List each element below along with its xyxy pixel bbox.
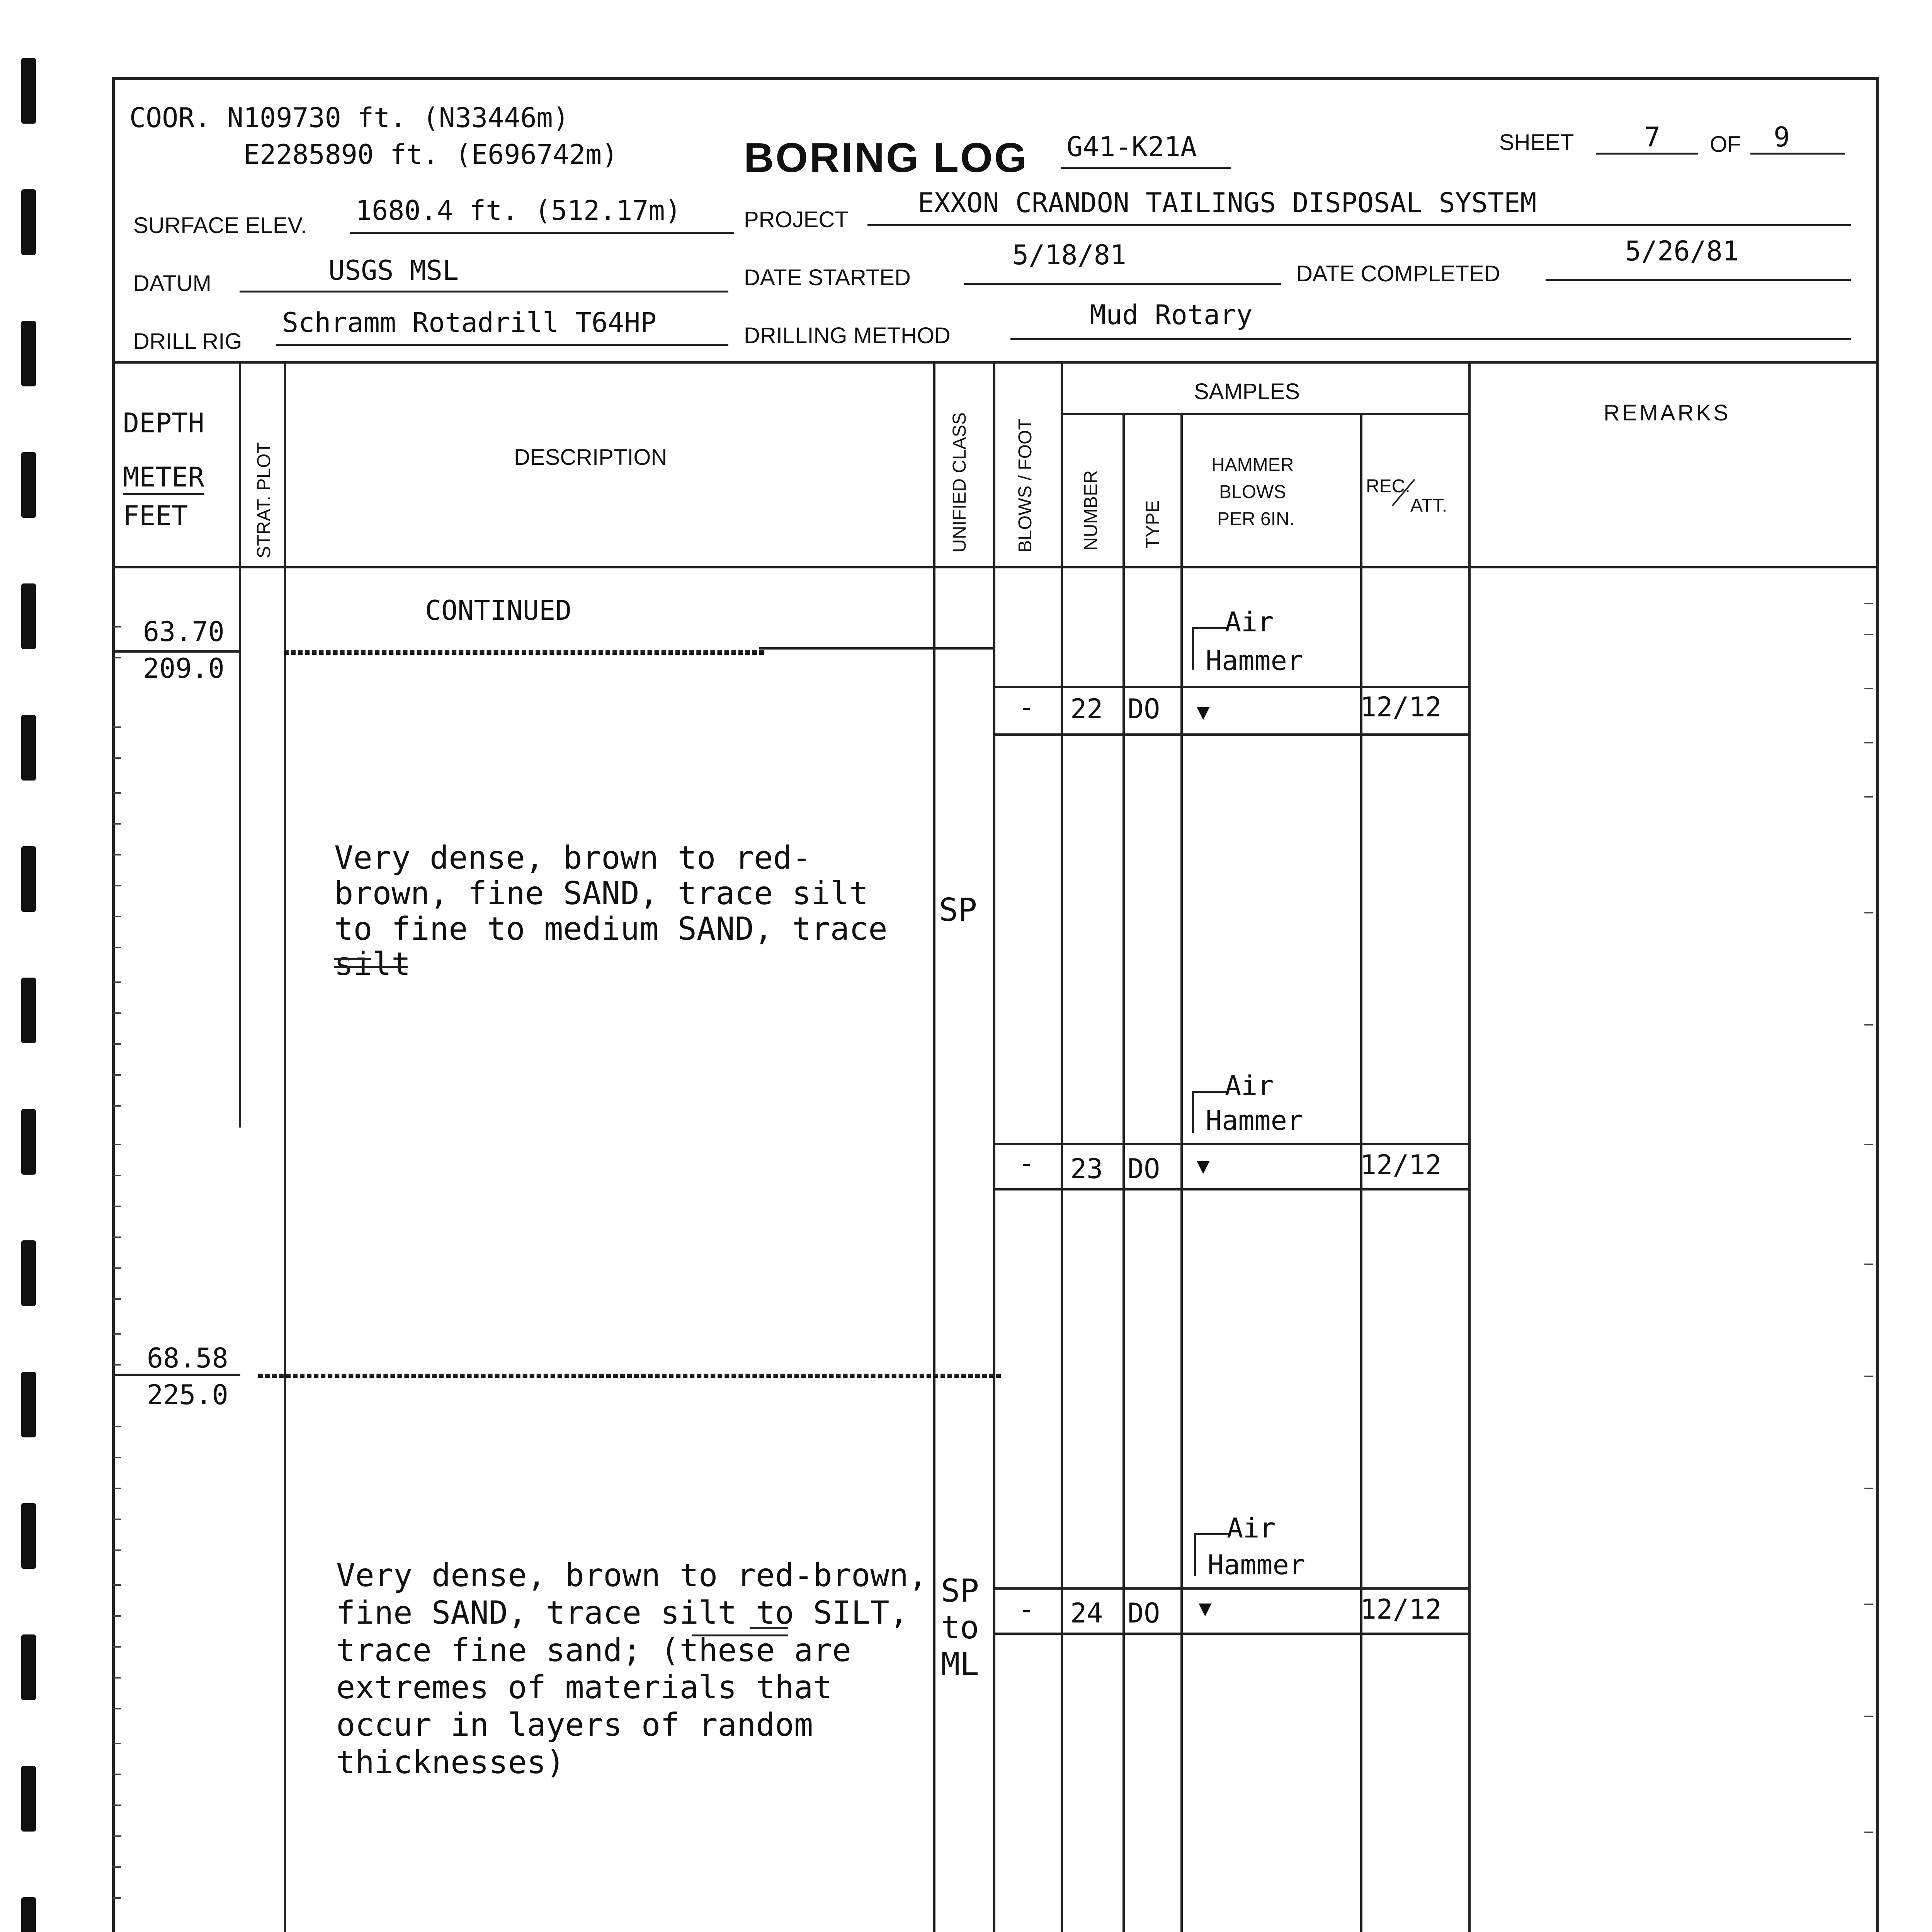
- sample-type: DO: [1128, 693, 1160, 725]
- datum-value: USGS MSL: [328, 255, 459, 286]
- project-label: PROJECT: [744, 207, 849, 232]
- col-type: TYPE: [1143, 500, 1163, 549]
- col-feet: FEET: [123, 500, 188, 532]
- depth-feet: 209.0: [143, 653, 224, 684]
- drill-rig-value: Schramm Rotadrill T64HP: [282, 307, 657, 338]
- surface-elev-label: SURFACE ELEV.: [133, 213, 307, 238]
- drill-rig-label: DRILL RIG: [133, 329, 242, 354]
- continued-top: CONTINUED: [425, 595, 572, 626]
- surface-elev-value: 1680.4 ft. (512.17m): [355, 195, 681, 226]
- sample-rec-att: 12/12: [1360, 691, 1442, 723]
- depth-feet: 225.0: [147, 1379, 228, 1411]
- overline-silt-1: [334, 966, 408, 968]
- underline-to-2: [750, 1627, 788, 1629]
- sample-type: DO: [1128, 1597, 1160, 1629]
- depth-meter: 63.70: [143, 616, 224, 648]
- log-id: G41-K21A: [1066, 131, 1197, 163]
- arrow-down-icon: ▼: [1197, 1153, 1210, 1179]
- col-hammer-3: PER 6IN.: [1217, 509, 1295, 529]
- sample-rec-att: 12/12: [1360, 1594, 1442, 1625]
- sample-rec-att: 12/12: [1360, 1149, 1442, 1181]
- col-hammer-2: BLOWS: [1219, 482, 1286, 502]
- arrow-down-icon: ▼: [1199, 1596, 1212, 1621]
- date-started-value: 5/18/81: [1012, 239, 1127, 271]
- col-unified-class: UNIFIED CLASS: [949, 412, 970, 553]
- col-strat-plot: STRAT. PLOT: [254, 442, 274, 558]
- drilling-method-label: DRILLING METHOD: [744, 323, 951, 348]
- depth-meter: 68.58: [147, 1342, 228, 1374]
- col-depth: DEPTH: [123, 407, 204, 439]
- sample-blows: -: [1018, 1594, 1035, 1625]
- col-samples: SAMPLES: [1194, 379, 1300, 404]
- sample-number: 24: [1070, 1597, 1103, 1629]
- layer-description: Very dense, brown to red- brown, fine SAND, trace silt to fine to medium SAND, trace silt: [334, 840, 888, 983]
- col-number: NUMBER: [1081, 470, 1101, 551]
- sheet-number: 7: [1644, 121, 1661, 153]
- underline-to-1: [334, 958, 371, 960]
- coor-north: N109730 ft. (N33446m): [227, 102, 569, 134]
- coor-label: COOR.: [129, 102, 211, 134]
- sample-number: 23: [1070, 1153, 1103, 1185]
- date-completed-label: DATE COMPLETED: [1296, 261, 1500, 286]
- arrow-down-icon: ▼: [1197, 699, 1210, 724]
- layer-description: Very dense, brown to red-brown, fine SAND, trace silt to SILT, trace fine sand; (these are extremes of materials that occur in layers of random thicknesses): [336, 1557, 928, 1781]
- page-title: BORING LOG: [744, 134, 1028, 181]
- col-hammer-1: HAMMER: [1211, 455, 1294, 475]
- sample-blows: -: [1018, 1147, 1035, 1179]
- sheet-total: 9: [1774, 121, 1790, 153]
- col-remarks: REMARKS: [1604, 400, 1731, 425]
- drilling-method-value: Mud Rotary: [1090, 299, 1253, 331]
- overline-these-2: [692, 1634, 788, 1636]
- of-label: OF: [1710, 132, 1741, 157]
- sample-type: DO: [1128, 1153, 1160, 1185]
- datum-label: DATUM: [133, 271, 211, 296]
- sheet-label: SHEET: [1499, 130, 1574, 155]
- unified-class: SP to ML: [941, 1573, 979, 1683]
- coor-east: E2285890 ft. (E696742m): [243, 139, 618, 170]
- sample-number: 22: [1070, 693, 1103, 725]
- col-blows-foot: BLOWS / FOOT: [1015, 418, 1036, 553]
- sample-blows: -: [1018, 691, 1035, 723]
- col-rec: REC.: [1366, 476, 1410, 497]
- unified-class: SP: [939, 892, 977, 929]
- col-att: ATT.: [1410, 495, 1447, 516]
- project-value: EXXON CRANDON TAILINGS DISPOSAL SYSTEM: [918, 187, 1537, 219]
- col-description: DESCRIPTION: [514, 445, 667, 470]
- date-started-label: DATE STARTED: [744, 265, 911, 290]
- col-meter: METER: [123, 464, 204, 495]
- date-completed-value: 5/26/81: [1625, 235, 1739, 267]
